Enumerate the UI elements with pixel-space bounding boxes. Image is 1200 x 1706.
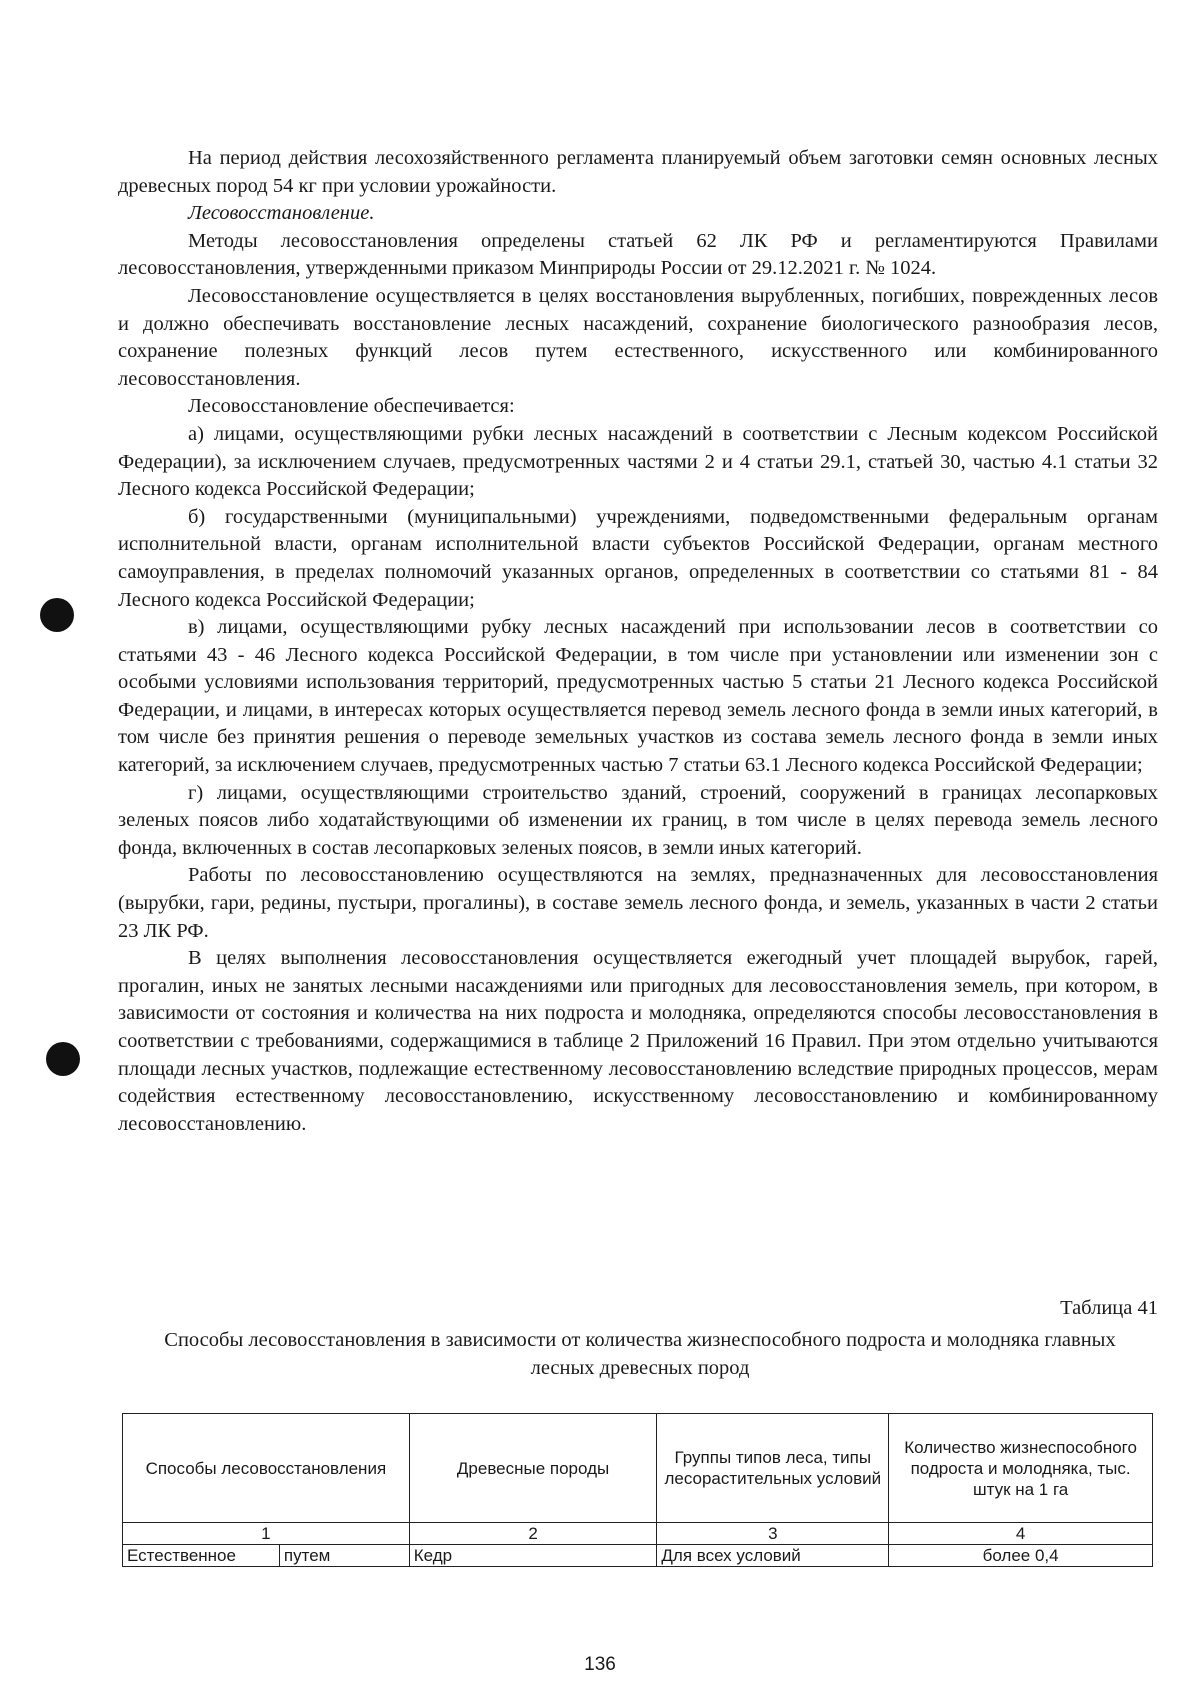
list-item-g: г) лицами, осуществляющими строительство зданий, строений, сооружений в границах лесопарковых зеленых поясов либо ходатайствующими об изменении их границ, в том числе в целях перевода земель лесного фонда, включенных в состав лесопарковых зеленых поясов, в земли иных категорий. — [118, 781, 1158, 859]
table-caption: Таблица 41 — [1060, 1297, 1158, 1319]
table-cell: путем — [279, 1545, 409, 1567]
table-cell: Кедр — [409, 1545, 657, 1567]
paragraph: На период действия лесохозяйственного регламента планируемый объем заготовки семян основных лесных древесных пород 54 кг при условии урожайности. — [118, 147, 1158, 197]
table-cell: более 0,4 — [889, 1545, 1153, 1567]
paragraph: Лесовосстановление обеспечивается: — [188, 395, 515, 418]
section-heading: Лесовосстановление. — [188, 202, 375, 225]
paragraph: Работы по лесовосстановлению осуществляются на землях, предназначенных для лесовосстановления (вырубки, гари, редины, пустыри, прогалины), в составе земель лесного фонда, и земель, указанных в части 2 статьи 23 ЛК РФ. — [118, 864, 1158, 942]
page-number: 136 — [584, 1654, 616, 1675]
header-methods: Способы лесовосстановления — [123, 1414, 410, 1523]
column-number: 2 — [409, 1523, 657, 1545]
punch-hole-mark — [40, 598, 74, 632]
header-species: Древесные породы — [409, 1414, 657, 1523]
body-text — [118, 145, 1158, 1138]
punch-hole-mark — [46, 1042, 80, 1076]
paragraph: Лесовосстановление осуществляется в целях восстановления вырубленных, погибших, поврежденных лесов и должно обеспечивать восстановление лесных насаждений, сохранение биологического разнообразия лесов, сохранение полезных функций лесов путем естественного, искусственного или комбинированного лесовосстановления. — [118, 284, 1158, 390]
list-item-v: в) лицами, осуществляющими рубку лесных насаждений при использовании лесов в соответствии со статьями 43 - 46 Лесного кодекса Российской Федерации, в том числе при установлении или изменении зон с особыми условиями использования территорий, предусмотренных частью 5 статьи 21 Лесного кодекса Российской Федерации, и лицами, в интересах которых осуществляется перевод земель лесного фонда в земли иных категорий, в том числе без принятия решения о переводе земельных участков из состава земель лесного фонда в земли иных категорий, за исключением случаев, предусмотренных частью 7 статьи 63.1 Лесного кодекса Российской Федерации; — [118, 616, 1158, 777]
table-row — [123, 1545, 1153, 1567]
header-quantity: Количество жизнеспособного подроста и молодняка, тыс. штук на 1 га — [889, 1414, 1153, 1523]
column-number: 4 — [889, 1523, 1153, 1545]
column-number: 3 — [657, 1523, 889, 1545]
reforestation-table — [122, 1413, 1153, 1567]
table-title: Способы лесовосстановления в зависимости от количества жизнеспособного подроста и молодняка главных лесных древесных пород — [164, 1329, 1116, 1379]
paragraph: Методы лесовосстановления определены статьей 62 ЛК РФ и регламентируются Правилами лесовосстановления, утвержденными приказом Минприроды России от 29.12.2021 г. № 1024. — [118, 229, 1158, 280]
table-cell: Естественное — [123, 1545, 280, 1567]
table-cell: Для всех условий — [657, 1545, 889, 1567]
list-item-a: а) лицами, осуществляющими рубки лесных насаждений в соответствии с Лесным кодексом Российской Федерации), за исключением случаев, предусмотренных частями 2 и 4 статьи 29.1, статьей 30, частью 4.1 статьи 32 Лесного кодекса Российской Федерации; — [118, 422, 1158, 501]
header-forest-types: Группы типов леса, типы лесорастительных условий — [657, 1414, 889, 1523]
list-item-b: б) государственными (муниципальными) учреждениями, подведомственными федеральным органам исполнительной власти, органам исполнительной власти субъектов Российской Федерации, органам местного самоуправления, в пределах полномочий указанных органов, определенных в соответствии со статьями 81 - 84 Лесного кодекса Российской Федерации; — [118, 505, 1158, 611]
paragraph: В целях выполнения лесовосстановления осуществляется ежегодный учет площадей вырубок, гарей, прогалин, иных не занятых лесными насаждениями или пригодных для лесовосстановления земель, при котором, в зависимости от состояния и количества на них подроста и молодняка, определяются способы лесовосстановления в соответствии с требованиями, содержащимися в таблице 2 Приложений 16 Правил. При этом отдельно учитываются площади лесных участков, подлежащие естественному лесовосстановлению вследствие природных процессов, мерам содействия естественному лесовосстановлению, искусственному лесовосстановлению и комбинированному лесовосстановлению. — [118, 947, 1158, 1135]
column-number: 1 — [123, 1523, 410, 1545]
